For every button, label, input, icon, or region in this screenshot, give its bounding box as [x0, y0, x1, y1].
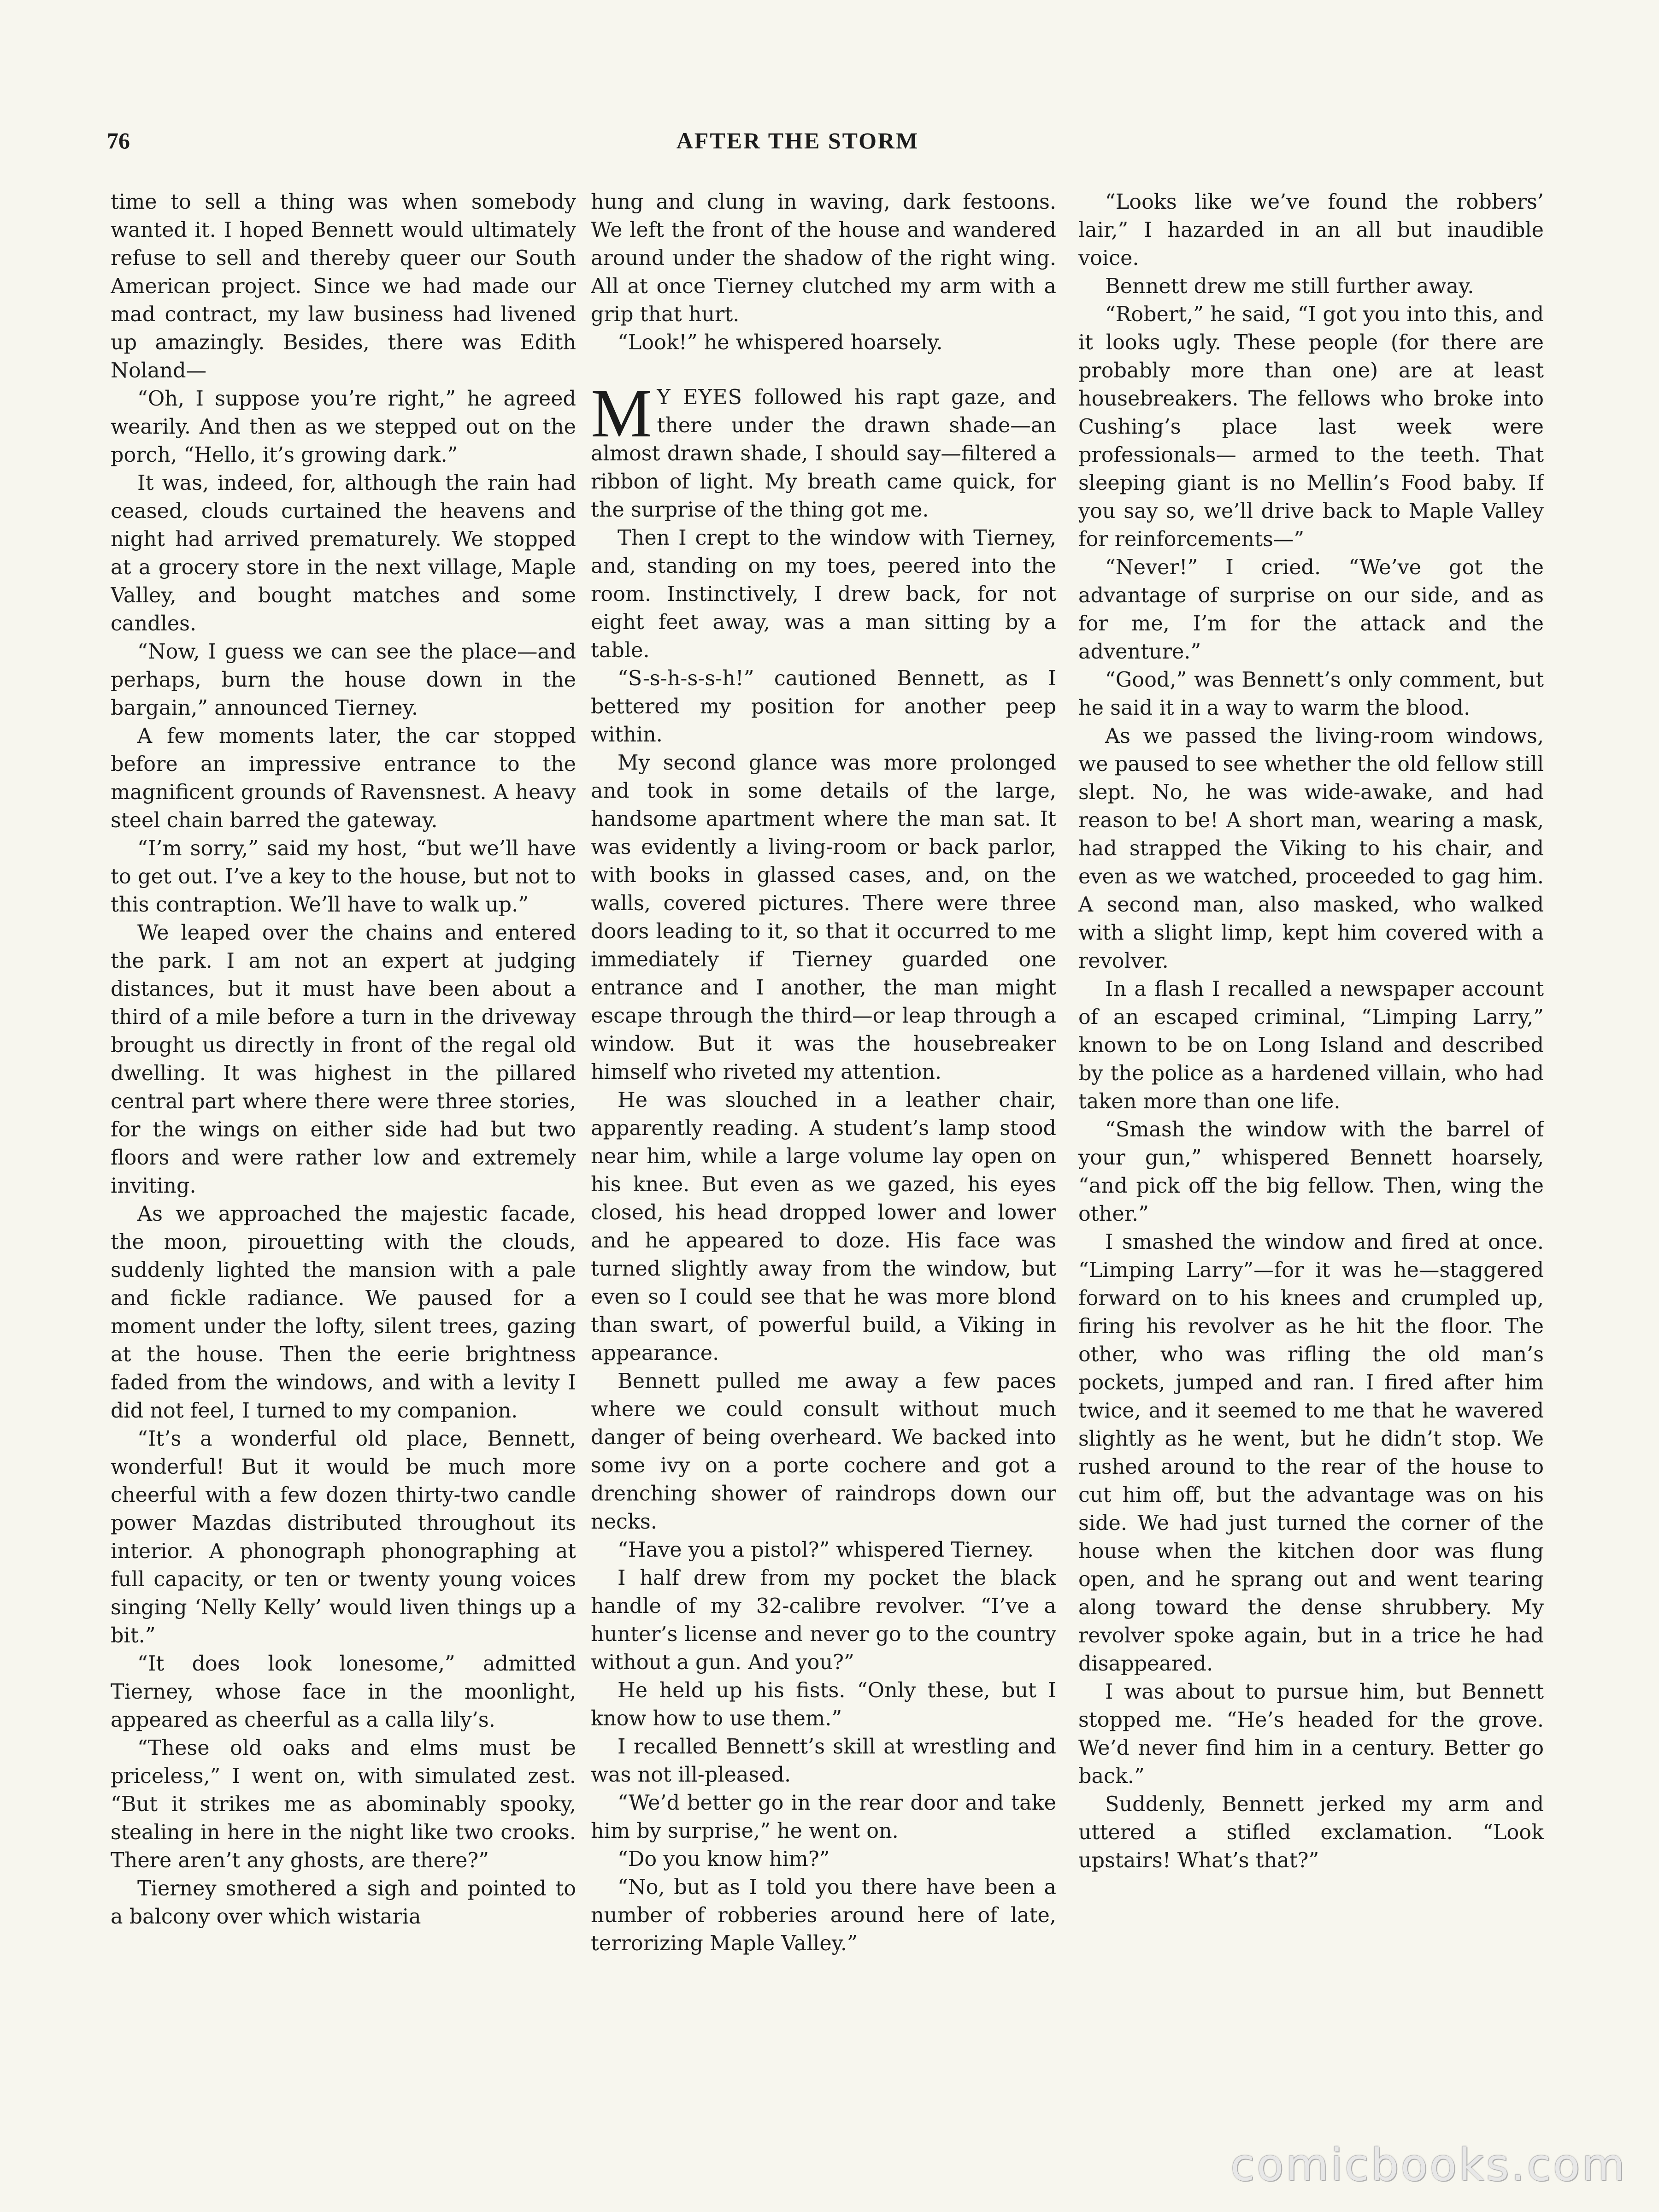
paragraph: “Oh, I suppose you’re right,” he agreed wearily. And then as we stepped out on the porch, “Hello, it’s growing dark.”	[111, 387, 576, 467]
paragraph: Bennett pulled me away a few paces where we could consult without much danger of being overheard. We backed into some ivy on a porte cochere and got a drenching shower of raindrops down our necks.	[591, 1370, 1056, 1534]
paragraph: He held up his fists. “Only these, but I know how to use them.”	[591, 1679, 1056, 1730]
paragraph: “S-s-h-s-s-h!” cautioned Bennett, as I bettered my position for another peep within.	[591, 667, 1056, 747]
paragraph: I recalled Bennett’s skill at wrestling and was not ill-pleased.	[591, 1735, 1056, 1787]
site-watermark: comicbooks.com	[1230, 2139, 1627, 2191]
text-column-2	[591, 188, 1056, 2091]
paragraph: “Looks like we’ve found the robbers’ lair,” I hazarded in an all but inaudible voice.	[1078, 190, 1544, 270]
paragraph: “Look!” he whispered hoarsely.	[618, 331, 943, 354]
paragraph: time to sell a thing was when somebody wanted it. I hoped Bennett would ultimately refuse to sell and thereby queer our South American project. Since we had made our mad contract, my law business had livened up amazingly. Besides, there was Edith Noland—	[111, 190, 576, 382]
paragraph: “Have you a pistol?” whispered Tierney.	[618, 1538, 1034, 1562]
section-opening-paragraph	[591, 375, 1056, 524]
paragraph: “These old oaks and elms must be priceless,” I went on, with simulated zest. “But it strikes me as abominably spooky, stealing in here in the night like two crooks. There aren’t any ghosts, are there?”	[111, 1736, 576, 1872]
paragraph: A few moments later, the car stopped before an impressive entrance to the magnificent grounds of Ravensnest. A heavy steel chain barred the gateway.	[111, 724, 576, 832]
paragraph: As we passed the living-room windows, we paused to see whether the old fellow still slept. No, he was wide-awake, and had reason to be! A short man, wearing a mask, had strapped the Viking to his chair, and even as we watched, proceeded to gag him. A second man, also masked, who walked with a slight limp, kept him covered with a revolver.	[1078, 724, 1544, 973]
text-column-3	[1078, 188, 1544, 2091]
paragraph: “We’d better go in the rear door and take him by surprise,” he went on.	[591, 1791, 1056, 1843]
text-column-1	[111, 188, 576, 2091]
paragraph: Bennett drew me still further away.	[1105, 275, 1474, 298]
paragraph: I was about to pursue him, but Bennett stopped me. “He’s headed for the grove. We’d never find him in a century. Better go back.”	[1078, 1680, 1544, 1788]
paragraph: I smashed the window and fired at once. “Limping Larry”—for it was he—staggered forward on to his knees and crumpled up, firing his revolver as he hit the floor. The other, who was rifling the old man’s pockets, jumped and ran. I fired after him twice, and it seemed to me that he wavered slightly as he went, but he didn’t stop. We rushed around to the rear of the house to cut him off, but the advantage was on his side. We had just turned the corner of the house when the kitchen door was flung open, and he sprang out and went tearing along toward the dense shrubbery. My revolver spoke again, but in a trice he had disappeared.	[1078, 1230, 1544, 1676]
paragraph: He was slouched in a leather chair, apparently reading. A student’s lamp stood near him, while a large volume lay open on his knee. But even as we gazed, his eyes closed, his head dropped lower and lower and he appeared to doze. His face was turned slightly away from the window, but even so I could see that he was more blond than swart, of powerful build, a Viking in appearance.	[591, 1088, 1056, 1365]
paragraph: “Smash the window with the barrel of your gun,” whispered Bennett hoarsely, “and pick off the big fellow. Then, wing the other.”	[1078, 1118, 1544, 1226]
paragraph: My second glance was more prolonged and took in some details of the large, handsome apartment where the man sat. It was evidently a living-room or back parlor, with books in glassed cases, and, on the walls, covered pictures. There were three doors leading to it, so that it occurred to me immediately if Tierney guarded one entrance and I another, the man might escape through the third—or leap through a window. But it was the housebreaker himself who riveted my attention.	[591, 751, 1056, 1084]
paragraph: We leaped over the chains and entered the park. I am not an expert at judging distances, but it must have been about a third of a mile before a turn in the driveway brought us directly in front of the regal old dwelling. It was highest in the pillared central part where there were three stories, for the wings on either side had but two floors and were rather low and extremely inviting.	[111, 921, 576, 1198]
paragraph: Tierney smothered a sigh and pointed to a balcony over which wistaria	[111, 1877, 576, 1929]
running-head: AFTER THE STORM	[676, 128, 919, 153]
page-header	[107, 127, 1488, 159]
opening-text: followed his rapt gaze, and there under the drawn shade—an almost drawn shade, I should say—filtered a ribbon of light. My breath came quick, for the surprise of the thing got me.	[591, 386, 1056, 522]
paragraph: “It does look lonesome,” admitted Tierney, whose face in the moonlight, appeared as cheerful as a calla lily’s.	[111, 1652, 576, 1732]
paragraph: “It’s a wonderful old place, Bennett, wonderful! But it would be much more cheerful with a few dozen thirty-two candle power Mazdas distributed throughout its interior. A phonograph phonographing at full capacity, or ten or twenty young voices singing ‘Nelly Kelly’ would liven things up a bit.”	[111, 1427, 576, 1647]
paragraph: “Now, I guess we can see the place—and perhaps, burn the house down in the bargain,” announced Tierney.	[111, 640, 576, 720]
page-number: 76	[107, 128, 130, 153]
paragraph: It was, indeed, for, although the rain had ceased, clouds curtained the heavens and night had arrived prematurely. We stopped at a grocery store in the next village, Maple Valley, and bought matches and some candles.	[111, 471, 576, 635]
opening-small-caps: Y EYES	[657, 386, 742, 409]
drop-cap: M	[591, 375, 653, 452]
paragraph: “Do you know him?”	[618, 1847, 830, 1871]
paragraph: Then I crept to the window with Tierney, and, standing on my toes, peered into the room. Instinctively, I drew back, for not eight feet away, was a man sitting by a table.	[591, 526, 1056, 662]
paragraph: I half drew from my pocket the black handle of my 32-calibre revolver. “I’ve a hunter’s license and never go to the country without a gun. And you?”	[591, 1566, 1056, 1674]
paragraph: In a flash I recalled a newspaper account of an escaped criminal, “Limping Larry,” known to be on Long Island and described by the police as a hardened villain, who had taken more than one life.	[1078, 977, 1544, 1113]
paragraph: “Never!” I cried. “We’ve got the advantage of surprise on our side, and as for me, I’m for the attack and the adventure.”	[1078, 556, 1544, 664]
paragraph: hung and clung in waving, dark festoons. We left the front of the house and wandered around under the shadow of the right wing. All at once Tierney clutched my arm with a grip that hurt.	[591, 190, 1056, 326]
paragraph: As we approached the majestic facade, the moon, pirouetting with the clouds, suddenly lighted the mansion with a pale and fickle radiance. We paused for a moment under the lofty, silent trees, gazing at the house. Then the eerie brightness faded from the windows, and with a levity I did not feel, I turned to my companion.	[111, 1202, 576, 1423]
paragraph: “Good,” was Bennett’s only comment, but he said it in a way to warm the blood.	[1078, 668, 1544, 720]
paragraph: “Robert,” he said, “I got you into this, and it looks ugly. These people (for there are probably more than one) are at least housebreakers. The fellows who broke into Cushing’s place last week were professionals— armed to the teeth. That sleeping giant is no Mellin’s Food baby. If you say so, we’ll drive back to Maple Valley for reinforcements—”	[1078, 303, 1544, 551]
paragraph: “I’m sorry,” said my host, “but we’ll have to get out. I’ve a key to the house, but not to this contraption. We’ll have to walk up.”	[111, 837, 576, 917]
paragraph: “No, but as I told you there have been a number of robberies around here of late, terrorizing Maple Valley.”	[591, 1876, 1056, 1955]
paragraph: Suddenly, Bennett jerked my arm and uttered a stifled exclamation. “Look upstairs! What’s that?”	[1078, 1793, 1544, 1872]
